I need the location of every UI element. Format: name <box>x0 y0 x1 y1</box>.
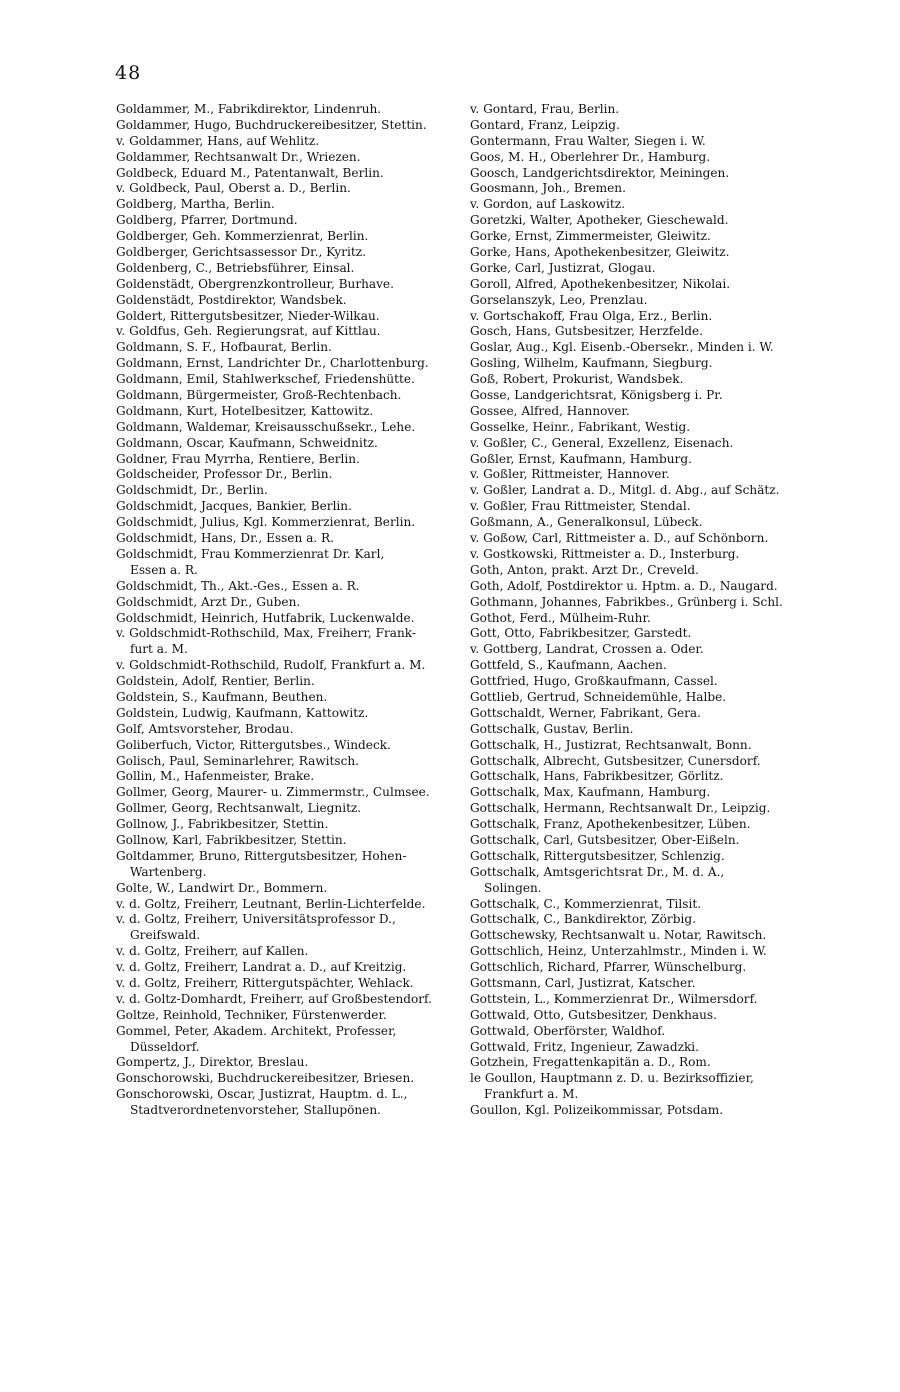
directory-entry: Gottfried, Hugo, Großkaufmann, Cassel. <box>470 674 718 689</box>
directory-entry: Goldberger, Gerichtsassessor Dr., Kyritz. <box>116 245 366 260</box>
directory-entry: v. Gottberg, Landrat, Crossen a. Oder. <box>470 642 704 657</box>
directory-entry: Gottstein, L., Kommerzienrat Dr., Wilmersdorf. <box>470 991 758 1006</box>
directory-entry: furt a. M. <box>130 642 188 657</box>
directory-entry: Goltdammer, Bruno, Rittergutsbesitzer, Hohen- <box>116 848 407 863</box>
directory-entry: Gottschalk, Hermann, Rechtsanwalt Dr., Leipzig. <box>470 801 771 816</box>
directory-entry: Goldschmidt, Jacques, Bankier, Berlin. <box>116 499 352 514</box>
directory-entry: Gottschalk, C., Bankdirektor, Zörbig. <box>470 912 696 927</box>
directory-entry: Goth, Adolf, Postdirektor u. Hptm. a. D., Naugard. <box>470 578 778 593</box>
directory-entry: Gollin, M., Hafenmeister, Brake. <box>116 769 315 784</box>
directory-entry: Gott, Otto, Fabrikbesitzer, Garstedt. <box>470 626 692 641</box>
directory-entry: Gosling, Wilhelm, Kaufmann, Siegburg. <box>470 356 713 371</box>
directory-entry: Greifswald. <box>130 928 201 943</box>
directory-entry: Goldert, Rittergutsbesitzer, Nieder-Wilkau. <box>116 308 380 323</box>
directory-entry: Goldschmidt, Julius, Kgl. Kommerzienrat, Berlin. <box>116 515 416 530</box>
directory-entry: Gontard, Franz, Leipzig. <box>470 117 620 132</box>
directory-entry: Golisch, Paul, Seminarlehrer, Rawitsch. <box>116 753 360 768</box>
directory-entry: Goldberg, Pfarrer, Dortmund. <box>116 213 298 228</box>
directory-entry: Gorke, Ernst, Zimmermeister, Gleiwitz. <box>470 229 711 244</box>
directory-entry: Goliberfuch, Victor, Rittergutsbes., Windeck. <box>116 737 391 752</box>
directory-entry: Goosch, Landgerichtsdirektor, Meiningen. <box>470 165 730 180</box>
directory-entry: Goldenstädt, Obergrenzkontrolleur, Burhave. <box>116 276 394 291</box>
directory-entry: v. Gordon, auf Laskowitz. <box>470 197 625 212</box>
directory-entry: Goldmann, Kurt, Hotelbesitzer, Kattowitz. <box>116 403 374 418</box>
directory-entry: Gollnow, Karl, Fabrikbesitzer, Stettin. <box>116 832 347 847</box>
directory-entry: Gottschlich, Richard, Pfarrer, Wünschelburg. <box>470 960 747 975</box>
directory-entry: Gothmann, Johannes, Fabrikbes., Grünberg i. Schl. <box>470 594 783 609</box>
directory-entry: Gottschalk, Carl, Gutsbesitzer, Ober-Eißeln. <box>470 832 740 847</box>
directory-entry: Goslar, Aug., Kgl. Eisenb.-Obersekr., Minden i. W. <box>470 340 774 355</box>
directory-entry: Goldmann, Emil, Stahlwerkschef, Friedenshütte. <box>116 372 415 387</box>
directory-entry: v. Gortschakoff, Frau Olga, Erz., Berlin. <box>470 308 713 323</box>
directory-entry: Gottfeld, S., Kaufmann, Aachen. <box>470 658 667 673</box>
directory-entry: Goldmann, Oscar, Kaufmann, Schweidnitz. <box>116 435 378 450</box>
page-number: 48 <box>115 62 142 84</box>
directory-entry: Goth, Anton, prakt. Arzt Dr., Creveld. <box>470 562 699 577</box>
directory-entry: v. Goldschmidt-Rothschild, Rudolf, Frankfurt a. M. <box>116 658 426 673</box>
right-column <box>470 102 805 1119</box>
directory-entry: v. Goßler, Frau Rittmeister, Stendal. <box>470 499 691 514</box>
directory-entry: le Goullon, Hauptmann z. D. u. Bezirksoffizier, <box>470 1071 754 1086</box>
directory-entry: v. Goldfus, Geh. Regierungsrat, auf Kittlau. <box>116 324 381 339</box>
directory-entry: Goldberg, Martha, Berlin. <box>116 197 275 212</box>
directory-entry: Gollmer, Georg, Rechtsanwalt, Liegnitz. <box>116 801 362 816</box>
directory-entry: Stadtverordnetenvorsteher, Stallupönen. <box>130 1103 381 1118</box>
directory-entry: v. Gontard, Frau, Berlin. <box>470 102 620 116</box>
directory-entry: Düsseldorf. <box>130 1039 200 1054</box>
directory-entry: Gottschewsky, Rechtsanwalt u. Notar, Rawitsch. <box>470 928 767 943</box>
directory-entry: Goltze, Reinhold, Techniker, Fürstenwerder. <box>116 1007 387 1022</box>
directory-entry: Gottschalk, C., Kommerzienrat, Tilsit. <box>470 896 702 911</box>
directory-entry: v. Goßler, Rittmeister, Hannover. <box>470 467 670 482</box>
directory-entry: Goßler, Ernst, Kaufmann, Hamburg. <box>470 451 692 466</box>
directory-entry: Gosselke, Heinr., Fabrikant, Westig. <box>470 419 691 434</box>
directory-entry: Gosse, Landgerichtsrat, Königsberg i. Pr. <box>470 388 723 403</box>
directory-entry: Gosch, Hans, Gutsbesitzer, Herzfelde. <box>470 324 703 339</box>
directory-entry: Goldner, Frau Myrrha, Rentiere, Berlin. <box>116 451 360 466</box>
directory-entry: Goldenstädt, Postdirektor, Wandsbek. <box>116 292 347 307</box>
directory-entry: Goldschmidt, Dr., Berlin. <box>116 483 268 498</box>
directory-entry: Gossee, Alfred, Hannover. <box>470 403 630 418</box>
directory-entry: Gommel, Peter, Akadem. Architekt, Professer, <box>116 1023 397 1038</box>
directory-entry: Gottschaldt, Werner, Fabrikant, Gera. <box>470 705 701 720</box>
directory-entry: Gottwald, Fritz, Ingenieur, Zawadzki. <box>470 1039 700 1054</box>
directory-entry: Goldammer, M., Fabrikdirektor, Lindenruh. <box>116 102 382 116</box>
directory-entry: Goldstein, Ludwig, Kaufmann, Kattowitz. <box>116 705 369 720</box>
directory-entry: Gottlieb, Gertrud, Schneidemühle, Halbe. <box>470 689 727 704</box>
directory-entry: Solingen. <box>484 880 542 895</box>
directory-entry: v. d. Goltz-Domhardt, Freiherr, auf Großbestendorf. <box>116 991 432 1006</box>
directory-entry: Goldberger, Geh. Kommerzienrat, Berlin. <box>116 229 369 244</box>
directory-entry: Gottschalk, Max, Kaufmann, Hamburg. <box>470 785 711 800</box>
directory-entry: v. d. Goltz, Freiherr, Landrat a. D., auf Kreitzig. <box>116 960 407 975</box>
directory-entry: Goldammer, Rechtsanwalt Dr., Wriezen. <box>116 149 361 164</box>
directory-entry: Goldenberg, C., Betriebsführer, Einsal. <box>116 260 355 275</box>
directory-entry: Goldschmidt, Hans, Dr., Essen a. R. <box>116 531 334 546</box>
directory-entry: Goldstein, S., Kaufmann, Beuthen. <box>116 689 328 704</box>
directory-entry: Gothot, Ferd., Mülheim-Ruhr. <box>470 610 651 625</box>
directory-entry: Goldmann, S. F., Hofbaurat, Berlin. <box>116 340 332 355</box>
directory-entry: Goldschmidt, Heinrich, Hutfabrik, Luckenwalde. <box>116 610 415 625</box>
directory-entry: Golte, W., Landwirt Dr., Bommern. <box>116 880 328 895</box>
directory-entry: v. Goldbeck, Paul, Oberst a. D., Berlin. <box>116 181 351 196</box>
directory-entry: Goldstein, Adolf, Rentier, Berlin. <box>116 674 315 689</box>
directory-entry: Gontermann, Frau Walter, Siegen i. W. <box>470 133 706 148</box>
directory-entry: v. Goßow, Carl, Rittmeister a. D., auf Schönborn. <box>470 531 769 546</box>
directory-entry: Goldscheider, Professor Dr., Berlin. <box>116 467 333 482</box>
directory-entry: Gompertz, J., Direktor, Breslau. <box>116 1055 309 1070</box>
directory-entry: Goßmann, A., Generalkonsul, Lübeck. <box>470 515 703 530</box>
directory-entry: Goldschmidt, Frau Kommerzienrat Dr. Karl, <box>116 546 385 561</box>
directory-entry: Wartenberg. <box>130 864 207 879</box>
directory-entry: v. Goßler, C., General, Exzellenz, Eisenach. <box>470 435 734 450</box>
directory-entry: Goosmann, Joh., Bremen. <box>470 181 626 196</box>
directory-entry: Gottschalk, Franz, Apothekenbesitzer, Lüben. <box>470 817 751 832</box>
directory-entry: Golf, Amtsvorsteher, Brodau. <box>116 721 294 736</box>
directory-entry: Gottschalk, Gustav, Berlin. <box>470 721 634 736</box>
directory-entry: Goroll, Alfred, Apothekenbesitzer, Nikolai. <box>470 276 731 291</box>
directory-entry: Goullon, Kgl. Polizeikommissar, Potsdam. <box>470 1103 724 1118</box>
directory-entry: Gottschalk, H., Justizrat, Rechtsanwalt, Bonn. <box>470 737 752 752</box>
directory-entry: Gottschalk, Hans, Fabrikbesitzer, Görlitz. <box>470 769 724 784</box>
directory-entry: Gottwald, Oberförster, Waldhof. <box>470 1023 666 1038</box>
directory-entry: Goldmann, Waldemar, Kreisausschußsekr., Lehe. <box>116 419 416 434</box>
left-column <box>116 102 451 1119</box>
directory-entry: Gottsmann, Carl, Justizrat, Katscher. <box>470 975 696 990</box>
directory-entry: v. d. Goltz, Freiherr, auf Kallen. <box>116 944 309 959</box>
directory-entry: Gorke, Carl, Justizrat, Glogau. <box>470 260 656 275</box>
directory-entry: Gollmer, Georg, Maurer- u. Zimmermstr., Culmsee. <box>116 785 430 800</box>
directory-entry: v. Gostkowski, Rittmeister a. D., Insterburg. <box>470 546 740 561</box>
directory-entry: Gorke, Hans, Apothekenbesitzer, Gleiwitz. <box>470 245 730 260</box>
directory-entry: v. d. Goltz, Freiherr, Leutnant, Berlin-Lichterfelde. <box>116 896 426 911</box>
directory-entry: v. Goßler, Landrat a. D., Mitgl. d. Abg., auf Schätz. <box>470 483 780 498</box>
directory-entry: v. Goldschmidt-Rothschild, Max, Freiherr, Frank- <box>116 626 416 641</box>
directory-entry: Goldmann, Ernst, Landrichter Dr., Charlottenburg. <box>116 356 429 371</box>
directory-entry: Gollnow, J., Fabrikbesitzer, Stettin. <box>116 817 329 832</box>
directory-entry: Goldschmidt, Th., Akt.-Ges., Essen a. R. <box>116 578 360 593</box>
directory-entry: Gonschorowski, Buchdruckereibesitzer, Briesen. <box>116 1071 415 1086</box>
directory-entry: v. Goldammer, Hans, auf Wehlitz. <box>116 133 320 148</box>
directory-entry: Goldammer, Hugo, Buchdruckereibesitzer, Stettin. <box>116 117 427 132</box>
directory-entry: v. d. Goltz, Freiherr, Universitätsprofessor D., <box>116 912 396 927</box>
directory-entry: Goretzki, Walter, Apotheker, Gieschewald. <box>470 213 729 228</box>
directory-entry: v. d. Goltz, Freiherr, Rittergutspächter, Wehlack. <box>116 975 414 990</box>
directory-entry: Gottwald, Otto, Gutsbesitzer, Denkhaus. <box>470 1007 717 1022</box>
directory-entry: Goos, M. H., Oberlehrer Dr., Hamburg. <box>470 149 711 164</box>
directory-entry: Gotzhein, Fregattenkapitän a. D., Rom. <box>470 1055 711 1070</box>
directory-entry: Frankfurt a. M. <box>484 1087 579 1102</box>
directory-entry: Gottschlich, Heinz, Unterzahlmstr., Minden i. W. <box>470 944 767 959</box>
directory-entry: Essen a. R. <box>130 562 198 577</box>
directory-entry: Gottschalk, Rittergutsbesitzer, Schlenzig. <box>470 848 725 863</box>
directory-entry: Goldmann, Bürgermeister, Groß-Rechtenbach. <box>116 388 402 403</box>
directory-entry: Gonschorowski, Oscar, Justizrat, Hauptm. d. L., <box>116 1087 408 1102</box>
directory-entry: Goß, Robert, Prokurist, Wandsbek. <box>470 372 684 387</box>
directory-entry: Goldbeck, Eduard M., Patentanwalt, Berlin. <box>116 165 384 180</box>
directory-entry: Gottschalk, Amtsgerichtsrat Dr., M. d. A., <box>470 864 725 879</box>
directory-entry: Gottschalk, Albrecht, Gutsbesitzer, Cunersdorf. <box>470 753 761 768</box>
directory-entry: Goldschmidt, Arzt Dr., Guben. <box>116 594 301 609</box>
directory-entry: Gorselanszyk, Leo, Prenzlau. <box>470 292 648 307</box>
